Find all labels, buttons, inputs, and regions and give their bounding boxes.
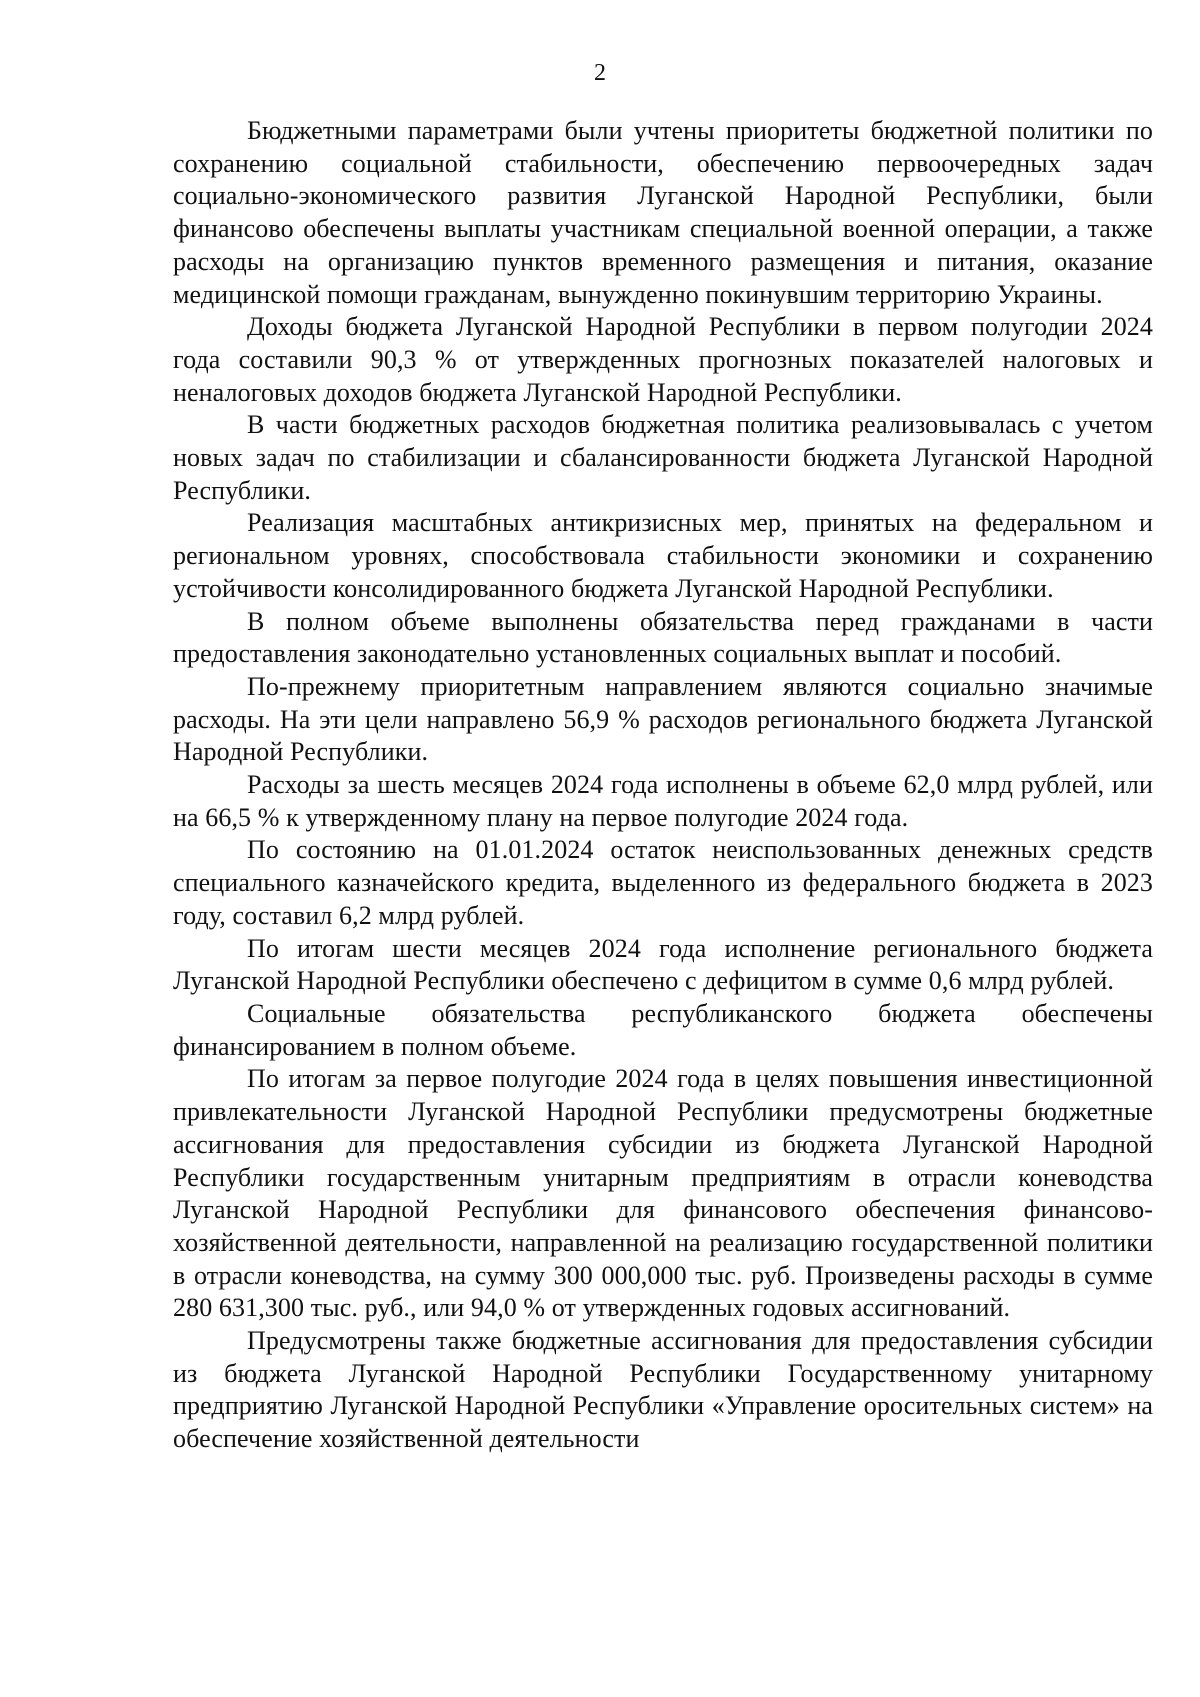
document-body <box>173 115 1153 1456</box>
page-number: 2 <box>594 60 606 86</box>
paragraph: Социальные обязательства республиканского бюджета обеспечены финансированием в полном объеме. <box>173 998 1153 1061</box>
paragraph: По итогам за первое полугодие 2024 года в целях повышения инвестиционной привлекательности Луганской Народной Республики предусмотрены бюджетные ассигнования для предоставления субсидии из бюджета Луганской Народной Республики государственным унитарным предприятиям в отрасли коневодства Луганской Народной Республики для финансового обеспечения финансово-хозяйственной деятельности, направленной на реализацию государственной политики в отрасли коневодства, на сумму 300 000,000 тыс. руб. Произведены расходы в сумме 280 631,300 тыс. руб., или 94,0 % от утвержденных годовых ассигнований. <box>173 1064 1153 1323</box>
paragraph: Доходы бюджета Луганской Народной Республики в первом полугодии 2024 года составили 90,3 % от утвержденных прогнозных показателей налоговых и неналоговых доходов бюджета Луганской Народной Республики. <box>173 312 1153 407</box>
paragraph: В полном объеме выполнены обязательства перед гражданами в части предоставления законодательно установленных социальных выплат и пособий. <box>173 606 1153 669</box>
paragraph: Реализация масштабных антикризисных мер, принятых на федеральном и региональном уровнях, способствовала стабильности экономики и сохранению устойчивости консолидированного бюджета Луганской Народной Республики. <box>173 508 1153 603</box>
paragraph: По состоянию на 01.01.2024 остаток неиспользованных денежных средств специального казначейского кредита, выделенного из федерального бюджета в 2023 году, составил 6,2 млрд рублей. <box>173 835 1153 930</box>
paragraph: Расходы за шесть месяцев 2024 года исполнены в объеме 62,0 млрд рублей, или на 66,5 % к утвержденному плану на первое полугодие 2024 года. <box>173 770 1153 832</box>
paragraph: В части бюджетных расходов бюджетная политика реализовывалась с учетом новых задач по стабилизации и сбалансированности бюджета Луганской Народной Республики. <box>173 410 1153 505</box>
paragraph: Предусмотрены также бюджетные ассигнования для предоставления субсидии из бюджета Луганской Народной Республики Государственному унитарному предприятию Луганской Народной Республики «Управление оросительных систем» на обеспечение хозяйственной деятельности <box>173 1326 1153 1454</box>
paragraph: По-прежнему приоритетным направлением являются социально значимые расходы. На эти цели направлено 56,9 % расходов регионального бюджета Луганской Народной Республики. <box>173 671 1153 767</box>
paragraph: Бюджетными параметрами были учтены приоритеты бюджетной политики по сохранению социальной стабильности, обеспечению первоочередных задач социально-экономического развития Луганской Народной Республики, были финансово обеспечены выплаты участникам специальной военной операции, а также расходы на организацию пунктов временного размещения и питания, оказание медицинской помощи гражданам, вынужденно покинувшим территорию Украины. <box>173 116 1153 309</box>
paragraph: По итогам шести месяцев 2024 года исполнение регионального бюджета Луганской Народной Республики обеспечено с дефицитом в сумме 0,6 млрд рублей. <box>173 933 1153 996</box>
